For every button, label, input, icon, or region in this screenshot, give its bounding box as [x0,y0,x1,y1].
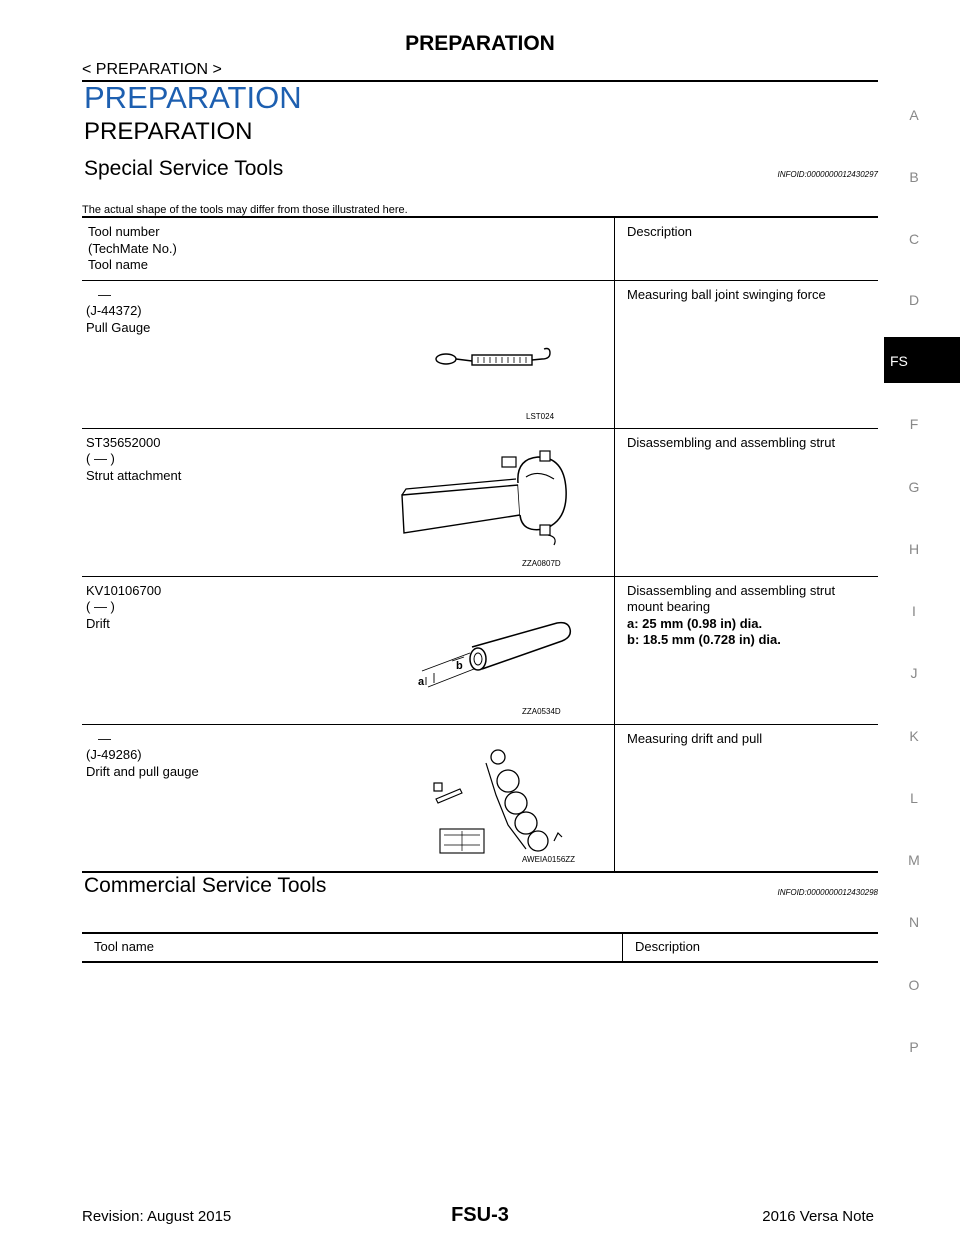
header-tool-number: Tool number [88,224,160,239]
figure-code: LST024 [526,411,555,421]
page-header-title: PREPARATION [405,32,555,55]
tool-cell [82,724,615,872]
tool-techmate: ( — ) [86,451,115,466]
index-letter-i[interactable]: I [912,603,916,619]
index-letter-a[interactable]: A [909,107,919,123]
index-letter-o[interactable]: O [908,977,920,993]
commercial-tools-table [82,932,878,963]
index-letter-c[interactable]: C [908,231,920,247]
index-letter-k[interactable]: K [909,728,919,744]
tool-cell [82,280,615,428]
tool-name: Drift [86,615,110,631]
tool-number: — [98,730,111,746]
description-text: Measuring drift and pull [627,730,763,746]
index-letter-p[interactable]: P [909,1039,919,1055]
table-row [82,576,878,724]
index-letter-j[interactable]: J [910,665,918,681]
tool-description [615,724,879,872]
footer-page-number: FSU-3 [451,1204,509,1226]
tool-number: — [98,286,111,302]
tool-techmate: (J-49286) [86,747,142,762]
table-row [82,428,878,576]
index-letter-f[interactable]: F [909,416,919,432]
tool-techmate: ( — ) [86,599,115,614]
dimension-label-b: b [456,659,463,672]
footer-model: 2016 Versa Note [762,1208,874,1225]
index-letter-h[interactable]: H [908,541,920,557]
tools-note: The actual shape of the tools may differ from those illustrated here. [82,204,408,216]
figure-code: ZZA0534D [522,706,561,716]
header-tool-name: Tool name [88,257,148,272]
commercial-tools-heading: Commercial Service Tools [84,874,327,897]
table-header-row [82,933,878,962]
tool-cell [82,428,615,576]
tool-number: KV10106700 [86,582,162,598]
pull-gauge-illustration [432,347,562,387]
header-left-cell [82,217,615,280]
subsection-title: PREPARATION [84,118,253,145]
description-text: mount bearing [627,599,711,614]
strut-attachment-illustration [398,449,578,567]
tool-description [615,280,879,428]
tool-techmate: (J-44372) [86,303,142,318]
index-letter-l[interactable]: L [910,790,918,806]
dimension-label-a: a [418,675,425,688]
dimension-a: a: 25 mm (0.98 in) dia. [627,615,763,631]
tool-description [615,428,879,576]
header-techmate: (TechMate No.) [88,240,177,256]
tool-cell [82,576,615,724]
tool-number: ST35652000 [86,434,161,450]
index-letter-g[interactable]: G [908,479,920,495]
header-tool-name: Tool name [82,933,623,962]
table-row [82,724,878,872]
tool-name: Drift and pull gauge [86,763,199,779]
index-active-label: FS [890,353,908,369]
index-letter-b[interactable]: B [909,169,919,185]
description-text: Disassembling and assembling strut [627,434,836,450]
tool-name: Pull Gauge [86,319,151,335]
description-text: Disassembling and assembling strut [627,582,836,598]
table-header-row [82,217,878,280]
tool-name: Strut attachment [86,467,182,483]
description-text: Measuring ball joint swinging force [627,286,826,302]
drift-illustration [412,617,572,697]
commercial-tools-infoid: INFOID:0000000012430298 [777,888,878,897]
special-tools-table [82,216,878,873]
special-tools-infoid: INFOID:0000000012430297 [777,170,878,179]
figure-code: ZZA0807D [522,558,561,568]
index-letter-m[interactable]: M [908,852,920,868]
figure-code: AWEIA0156ZZ [522,854,576,864]
section-title: PREPARATION [84,80,302,115]
index-letter-d[interactable]: D [908,292,920,308]
index-letter-n[interactable]: N [908,914,920,930]
breadcrumb: < PREPARATION > [82,61,222,78]
table-row [82,280,878,428]
header-description: Description [615,217,879,280]
drift-pull-gauge-illustration [426,745,576,863]
header-description: Description [623,933,879,962]
dimension-b: b: 18.5 mm (0.728 in) dia. [627,632,781,647]
tool-description [615,576,879,724]
footer-revision: Revision: August 2015 [82,1208,232,1225]
special-tools-heading: Special Service Tools [84,157,284,180]
